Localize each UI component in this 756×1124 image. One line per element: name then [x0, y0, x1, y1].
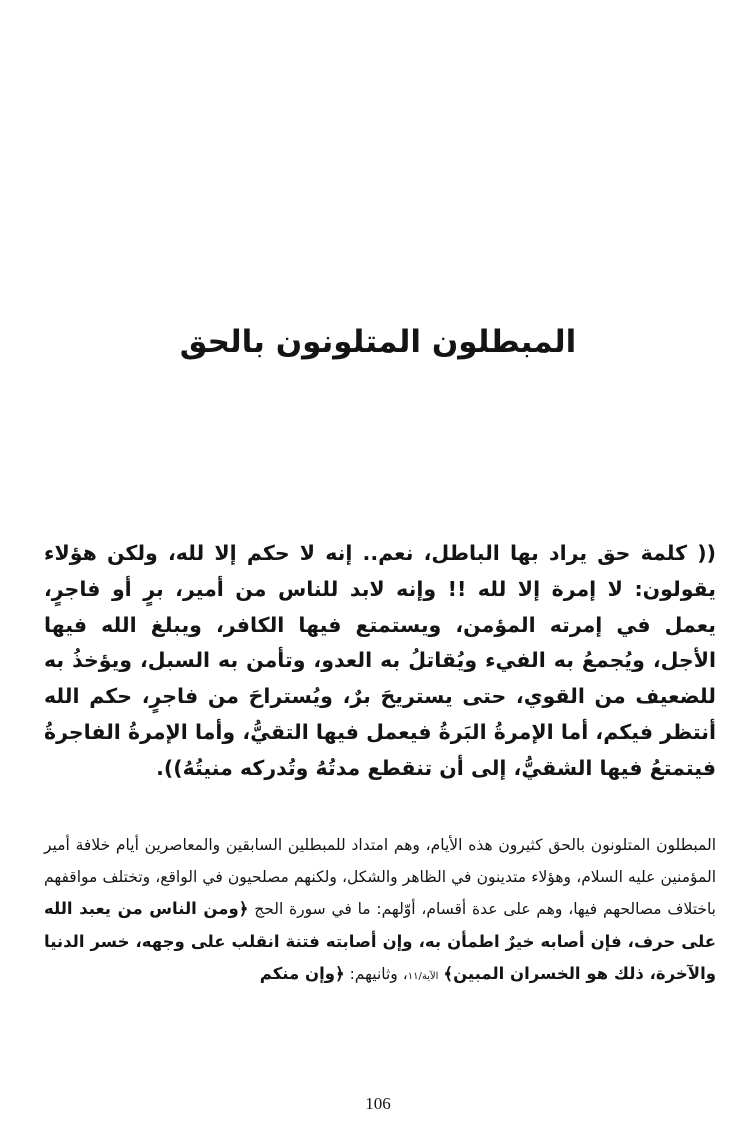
quoted-sermon: (( كلمة حق يراد بها الباطل، نعم.. إنه لا حكم إلا لله، ولكن هؤلاء يقولون: لا إمرة إلا لله !! وإنه لابد للناس من أمير، برٍ أو فاجرٍ، يعمل في إمرته المؤمن، ويستمتع فيها الكافر، ويبلغ الله فيها الأجل، ويُجمعُ به الفيء ويُقاتلُ به العدو، وتأمن به السبل، ويؤخذُ به للضعيف من القوي، حتى يستريحَ برٌ، ويُستراحَ من فاجرٍ، حكم الله أنتظر فيكم، أما الإمرةُ البَرةُ فيعمل فيها التقيُّ، وأما الإمرةُ الفاجرةُ فيتمتعُ فيها الشقيُّ، إلى أن تنقطع مدتُهُ وتُدركه منيتُهُ)). — [44, 541, 716, 780]
commentary-continuation: ، وثانيهم: — [344, 965, 408, 983]
quran-verse-second: ﴿وإن منكم — [259, 964, 345, 983]
chapter-title: المبطلون المتلونون بالحق — [179, 324, 577, 360]
commentary-intro: المبطلون المتلونون بالحق كثيرون هذه الأيام، وهم امتداد للمبطلين السابقين والمعاصرين أيام خلافة أمير المؤمنين عليه السلام، وهؤلاء متدينون في الظاهر والشكل، ولكنهم مصلحيون في الواقع، وتختلف مواقفهم باختلاف مصالحهم فيها، وهم على عدة أقسام، أوّلهم: ما في سورة الحج — [44, 836, 716, 918]
quran-verse-hajj: ﴿ومن الناس من يعبد الله على حرف، فإن أصابه خيرٌ اطمأن به، وإن أصابته فتنة انقلب على وجهه، خسر الدنيا والآخرة، ذلك هو الخسران المبين﴾ — [44, 899, 716, 983]
verse-reference: الآية/١١ — [407, 971, 439, 982]
commentary-paragraph — [44, 830, 716, 993]
page-number: 106 — [365, 1094, 391, 1113]
